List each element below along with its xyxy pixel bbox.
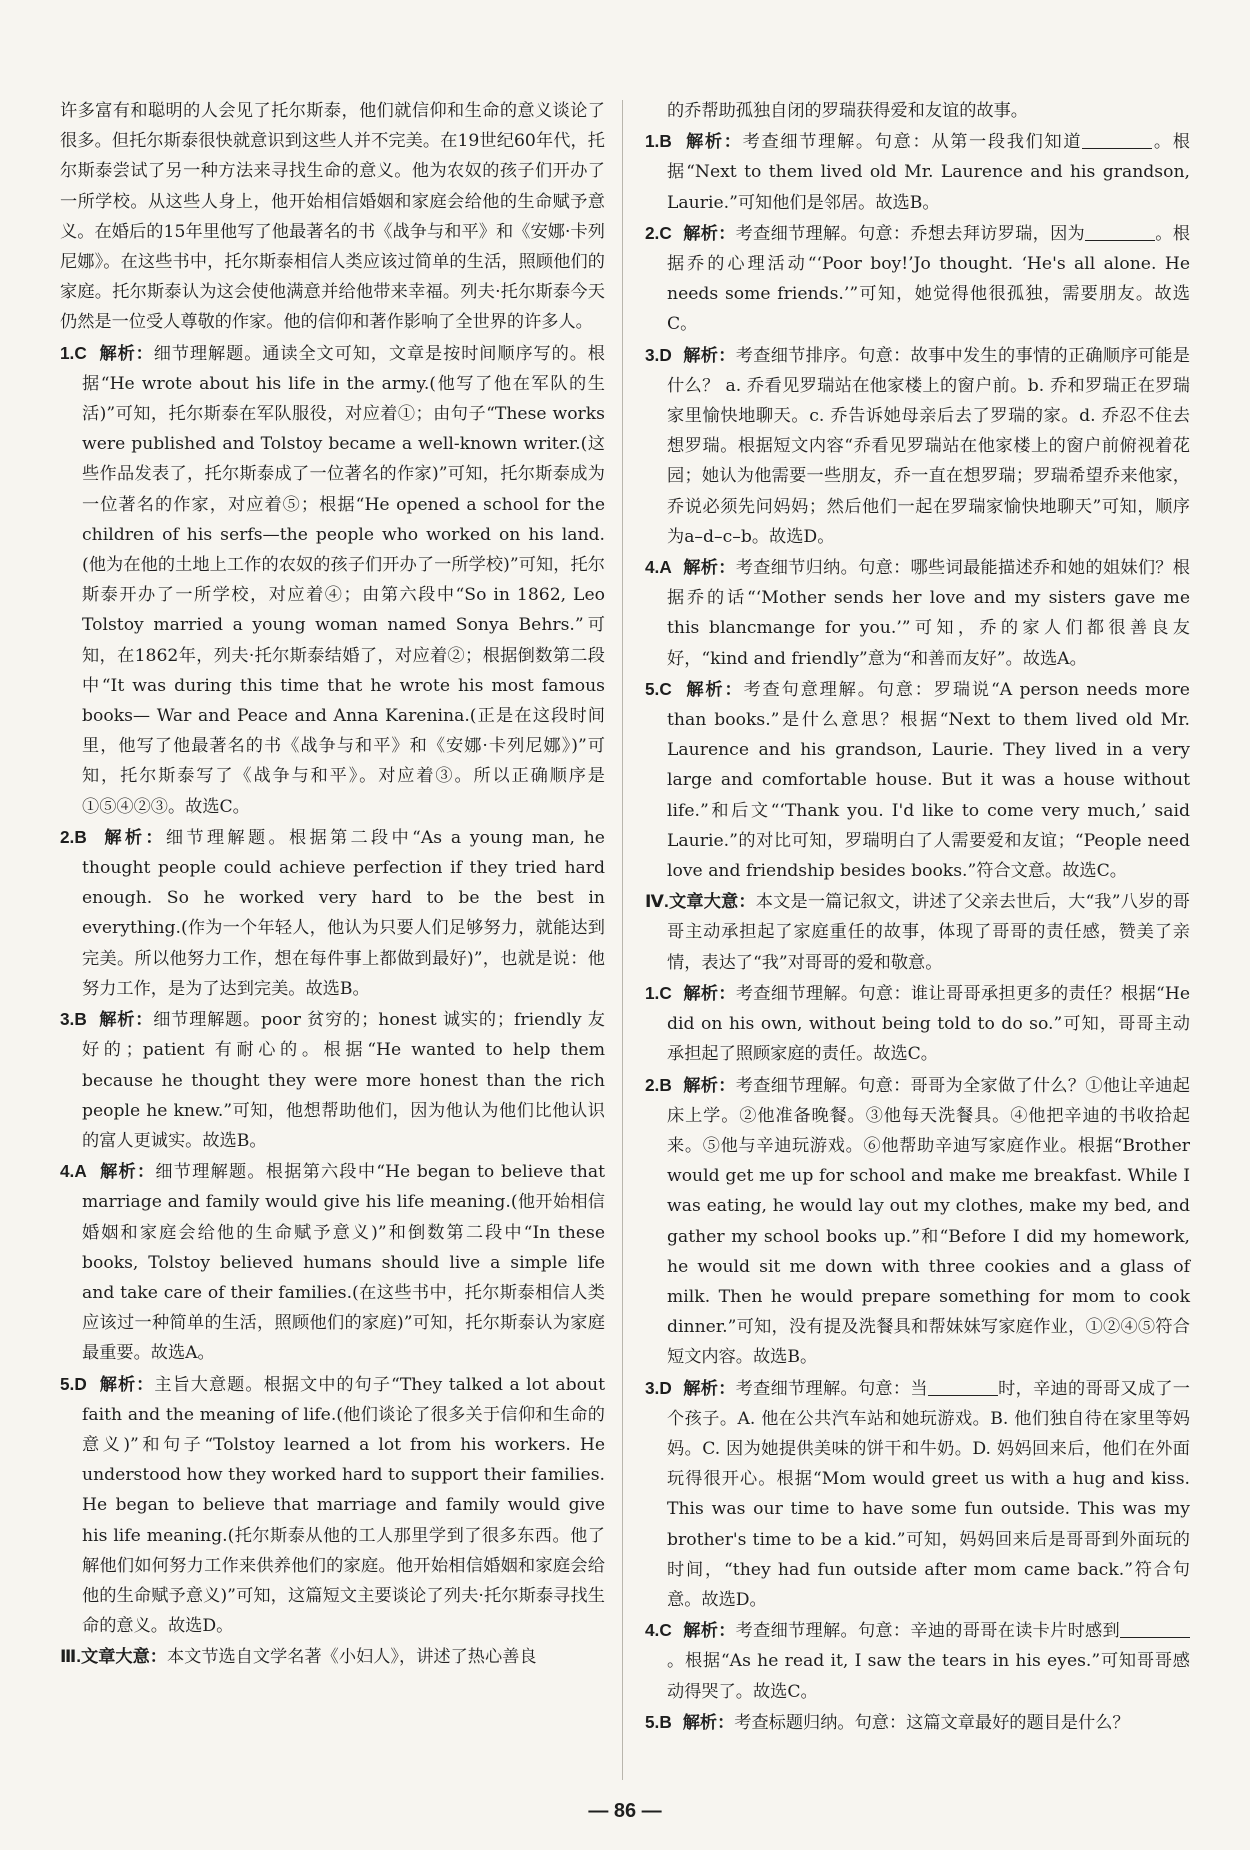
answer-item: [645, 1070, 1190, 1373]
section-number: Ⅳ.: [645, 891, 669, 912]
answer-item: [60, 1369, 605, 1642]
item-text: 考查细节理解。句意：从第一段我们知道: [742, 132, 1083, 153]
answer-blank: [1120, 1620, 1190, 1638]
item-number: 2.: [645, 222, 660, 243]
item-number: 5.: [645, 678, 660, 699]
item-answer: A: [659, 557, 672, 578]
item-number: 2.: [60, 826, 75, 847]
item-text: 考查细节归纳。句意：哪些词最能描述乔和她的姐妹们？根据乔的话“‘Mother sends her love and my sisters gave me this blancmange for you.’”可知，乔的家人们都很善良友好，“kind and friendly”意为“和善而友好”。故选A。: [667, 558, 1190, 669]
answer-item: [60, 1004, 605, 1156]
item-text: 细节理解题。通读全文可知，文章是按时间顺序写的。根据“He wrote about his life in the army.(他写了他在军队的生活)”可知，托尔斯泰在军队服役，对应着①；由句子“These works were published and Tolstoy became a well-known writer.(这些作品发表了，托尔斯泰成了一位著名的作家)”可知，托尔斯泰成为一位著名的作家，对应着⑤；根据“He opened a school for the children of his serfs—the people who worked on his land.(他为在他的土地上工作的农奴的孩子们开办了一所学校)”可知，托尔斯泰开办了一所学校，对应着④；由第六段中“So in 1862, Leo Tolstoy married a young woman named Sonya Behrs.”可知，在1862年，列夫·托尔斯泰结婚了，对应着②；根据倒数第二段中“It was during this time that he wrote his most famous books— War and Peace and Anna Karenina.(正是在这段时间里，他写了他最著名的书《战争与和平》和《安娜·卡列尼娜》)”可知，托尔斯泰写了《战争与和平》。对应着③。所以正确顺序是①⑤④②③。故选C。: [82, 343, 605, 817]
item-answer: C: [74, 342, 87, 363]
item-text: 细节理解题。根据第二段中“As a young man, he thought people could achieve perfection if they tried hard enough. So he worked very hard to be the best in everything.(作为一个年轻人，他认为只要人们足够努力，就能达到完美。所以他努力工作，想在每件事上都做到最好)”，也就是说：他努力工作，是为了达到完美。故选B。: [82, 827, 605, 999]
item-tag: 解析：: [104, 826, 166, 847]
item-number: 3.: [645, 1377, 660, 1398]
item-tag: 解析：: [100, 1161, 156, 1182]
section-tag: 文章大意：: [668, 891, 756, 912]
left-column: [60, 96, 605, 1673]
item-text: 考查标题归纳。句意：这篇文章最好的题目是什么？: [734, 1712, 1130, 1733]
item-answer: A: [74, 1161, 87, 1182]
item-tag: 解析：: [686, 678, 744, 699]
item-number: 2.: [645, 1074, 660, 1095]
item-number: 3.: [60, 1009, 75, 1030]
item-number: 5.: [60, 1373, 75, 1394]
item-answer: D: [659, 344, 672, 365]
item-tag: 解析：: [683, 1620, 736, 1641]
item-text: 考查句意理解。句意：罗瑞说“A person needs more than books.”是什么意思？根据“Next to them lived old Mr. Laurence and his grandson, Laurie. They lived in a very large and comfortable house. But it was a house without life.”和后文“‘Thank you. I'd like to come very much,’ said Laurie.”的对比可知，罗瑞明白了人需要爱和友谊；“People need love and friendship besides books.”符合文意。故选C。: [667, 679, 1190, 882]
right-column: [645, 96, 1190, 1738]
item-answer: B: [74, 1009, 87, 1030]
answer-item: [645, 674, 1190, 886]
section-text: 本文节选自文学名著《小妇人》，讲述了热心善良: [166, 1647, 537, 1668]
item-answer: C: [659, 1620, 672, 1641]
item-number: 4.: [645, 557, 660, 578]
item-text-after: 。根据“As he read it, I saw the tears in his eyes.”可知哥哥感动得哭了。故选C。: [667, 1651, 1190, 1702]
item-answer: D: [74, 1373, 87, 1394]
item-tag: 解析：: [683, 982, 736, 1003]
item-text: 细节理解题。poor 贫穷的；honest 诚实的；friendly 友好的；patient 有耐心的。根据“He wanted to help them because he thought they were more honest than the rich people he knew.”可知，他想帮助他们，因为他认为他们比他认识的富人更诚实。故选B。: [82, 1010, 605, 1151]
item-tag: 解析：: [99, 1373, 155, 1394]
item-tag: 解析：: [683, 1377, 736, 1398]
answer-item: [645, 1373, 1190, 1616]
item-number: 5.: [645, 1711, 660, 1732]
item-text-after: 时，辛迪的哥哥又成了一个孩子。A. 他在公共汽车站和她玩游戏。B. 他们独自待在家里等妈妈。C. 因为她提供美味的饼干和牛奶。D. 妈妈回来后，他们在外面玩得很开心。根据“Mom would greet us with a hug and kiss. This was our time to have some fun outside. This was my brother's time to be a kid.”可知，妈妈回来后是哥哥到外面玩的时间，“they had fun outside after mom came back.”符合句意。故选D。: [667, 1378, 1190, 1610]
answer-item: [645, 552, 1190, 674]
item-answer: D: [659, 1377, 672, 1398]
item-answer: B: [659, 1074, 672, 1095]
intro-paragraph: 许多富有和聪明的人会见了托尔斯泰，他们就信仰和生命的意义谈论了很多。但托尔斯泰很快就意识到这些人并不完美。在19世纪60年代，托尔斯泰尝试了另一种方法来寻找生命的意义。他为农奴的孩子们开办了一所学校。从这些人身上，他开始相信婚姻和家庭会给他的生命赋予意义。在婚后的15年里他写了他最著名的书《战争与和平》和《安娜·卡列尼娜》。在这些书中，托尔斯泰相信人类应该过简单的生活，照顾他们的家庭。托尔斯泰认为这会使他满意并给他带来幸福。列夫·托尔斯泰今天仍然是一位受人尊敬的作家。他的信仰和著作影响了全世界的许多人。: [60, 101, 605, 333]
section-tag: 文章大意：: [81, 1646, 167, 1667]
item-text: 考查细节理解。句意：乔想去拜访罗瑞，因为: [735, 223, 1086, 244]
item-number: 4.: [60, 1161, 75, 1182]
item-tag: 解析：: [99, 342, 154, 363]
item-text-after: 。根据“Next to them lived old Mr. Laurence and his grandson, Laurie.”可知他们是邻居。故选B。: [667, 132, 1190, 213]
answer-item: [60, 1156, 605, 1368]
page-number: — 86 —: [588, 1800, 662, 1822]
item-answer: C: [659, 982, 672, 1003]
column-divider: [622, 100, 623, 1780]
item-number: 1.: [60, 342, 75, 363]
item-answer: C: [659, 222, 672, 243]
item-text: 考查细节理解。句意：谁让哥哥承担更多的责任？根据“He did on his own, without being told to do so.”可知，哥哥主动承担起了照顾家庭的责任。故选C。: [667, 983, 1190, 1065]
answer-item: [645, 1615, 1190, 1707]
item-number: 4.: [645, 1620, 660, 1641]
item-text-after: 。根据乔的心理活动“‘Poor boy!’Jo thought. ‘He's all alone. He needs some friends.’”可知，她觉得他很孤独，需要朋友。故选C。: [667, 223, 1190, 335]
answer-blank: [1082, 131, 1152, 149]
item-answer: C: [659, 678, 672, 699]
item-tag: 解析：: [683, 1074, 736, 1095]
answer-item: [60, 338, 605, 822]
answer-item: [645, 1707, 1190, 1738]
item-text: 考查细节排序。句意：故事中发生的事情的正确顺序可能是什么？ a. 乔看见罗瑞站在他家楼上的窗户前。b. 乔和罗瑞正在罗瑞家里愉快地聊天。c. 乔告诉她母亲后去了罗瑞的家。d. 乔忍不住去想罗瑞。根据短文内容“乔看见罗瑞站在他家楼上的窗户前俯视着花园；她认为他需要一些朋友，乔一直在想罗瑞；罗瑞希望乔来他家，乔说必须先问妈妈；然后他们一起在罗瑞家愉快地聊天”可知，顺序为a–d–c–b。故选D。: [667, 345, 1190, 547]
section-number: Ⅲ.: [60, 1646, 82, 1667]
item-answer: B: [659, 131, 672, 152]
section-summary: [645, 886, 1190, 978]
item-answer: B: [659, 1711, 672, 1732]
item-number: 1.: [645, 982, 660, 1003]
item-tag: 解析：: [683, 557, 736, 578]
item-text: 考查细节理解。句意：当: [735, 1378, 928, 1399]
item-tag: 解析：: [99, 1009, 154, 1030]
answer-blank: [1085, 223, 1155, 241]
item-answer: B: [74, 826, 87, 847]
answer-item: [645, 126, 1190, 218]
answer-blank: [928, 1377, 998, 1395]
item-tag: 解析：: [682, 1711, 735, 1732]
section-summary: [60, 1641, 605, 1672]
answer-item: [645, 978, 1190, 1070]
item-text: 考查细节理解。句意：哥哥为全家做了什么？①他让辛迪起床上学。②他准备晚餐。③他每天洗餐具。④他把辛迪的书收拾起来。⑤他与辛迪玩游戏。⑥他帮助辛迪写家庭作业。根据“Brother would get me up for school and make me breakfast. While I was eating, he would lay out my clothes, make my bed, and gather my school books up.”和“Before I did my homework, he would sit me down with three cookies and a glass of milk. Then he would prepare something for mom to cook dinner.”可知，没有提及洗餐具和帮妹妹写家庭作业，①②④⑤符合短文内容。故选B。: [667, 1075, 1190, 1368]
item-text: 考查细节理解。句意：辛迪的哥哥在读卡片时感到: [735, 1621, 1120, 1642]
item-tag: 解析：: [683, 222, 736, 243]
item-tag: 解析：: [686, 131, 743, 152]
item-text: 主旨大意题。根据文中的句子“They talked a lot about faith and the meaning of life.(他们谈论了很多关于信仰和生命的意义)”和句子“Tolstoy learned a lot from his workers. He understood how they worked hard to support their families. He began to believe that marriage and family would give his life meaning.(托尔斯泰从他的工人那里学到了很多东西。他了解他们如何努力工作来供养他们的家庭。他开始相信婚姻和家庭会给他的生命赋予意义)”可知，这篇短文主要谈论了列夫·托尔斯泰寻找生命的意义。故选D。: [82, 1374, 605, 1637]
item-number: 3.: [645, 344, 660, 365]
item-number: 1.: [645, 131, 660, 152]
answer-item: [645, 218, 1190, 340]
section-text: 本文是一篇记叙文，讲述了父亲去世后，大“我”八岁的哥哥主动承担起了家庭重任的故事，体现了哥哥的责任感，赞美了亲情，表达了“我”对哥哥的爱和敬意。: [667, 892, 1190, 973]
continuation-text: 的乔帮助孤独自闭的罗瑞获得爱和友谊的故事。: [667, 101, 1028, 121]
item-text: 细节理解题。根据第六段中“He began to believe that marriage and family would give his life meaning.(他开始相信婚姻和家庭会给他的生命赋予意义)”和倒数第二段中“In these books, Tolstoy believed humans should live a simple life and take care of their families.(在这些书中，托尔斯泰相信人类应该过一种简单的生活，照顾他们的家庭)”可知，托尔斯泰认为家庭最重要。故选A。: [82, 1162, 605, 1364]
item-tag: 解析：: [683, 344, 736, 365]
answer-item: [60, 822, 605, 1004]
answer-item: [645, 340, 1190, 552]
